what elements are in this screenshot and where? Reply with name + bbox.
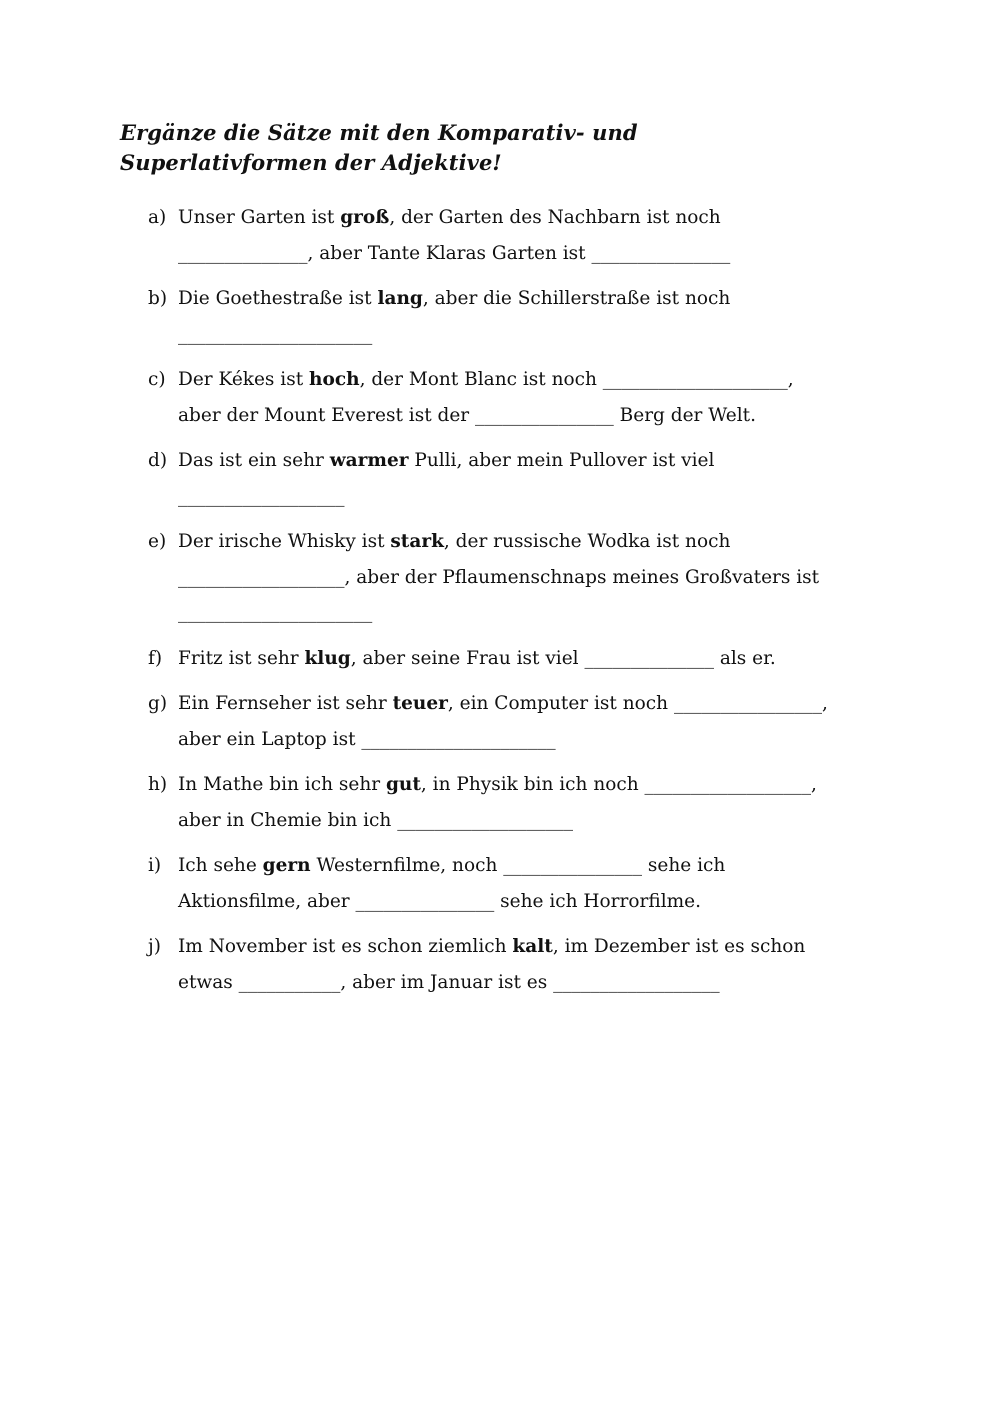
exercise-line: etwas ___________, aber im Januar ist es __________________: [178, 971, 720, 993]
exercise-line: _____________________: [178, 602, 373, 623]
exercise-line: Im November ist es schon ziemlich kalt, im Dezember ist es schon: [178, 936, 806, 957]
exercise-text: [178, 848, 888, 919]
exercise-line: Die Goethestraße ist lang, aber die Schillerstraße ist noch: [178, 288, 731, 309]
exercise-text: [178, 524, 888, 631]
adjective-keyword: lang: [377, 288, 423, 309]
adjective-keyword: gern: [262, 855, 311, 876]
title-line-1: Ergänze die Sätze mit den Komparativ- und: [120, 120, 638, 145]
exercise-line: In Mathe bin ich sehr gut, in Physik bin ich noch __________________,: [178, 774, 817, 795]
exercise-line: Fritz ist sehr klug, aber seine Frau ist viel ______________ als er.: [178, 648, 776, 669]
adjective-keyword: klug: [304, 648, 351, 669]
title-line-2: Superlativformen der Adjektive!: [120, 150, 502, 175]
exercise-text: [178, 443, 888, 514]
exercise-marker: c): [148, 369, 166, 390]
exercise-line: aber der Mount Everest ist der _______________ Berg der Welt.: [178, 404, 756, 426]
exercise-text: [178, 929, 888, 1000]
exercise-marker: b): [148, 288, 168, 309]
exercise-line: Ich sehe gern Westernfilme, noch _______________ sehe ich: [178, 855, 726, 876]
exercise-text: [178, 767, 888, 838]
exercise-text: [178, 686, 888, 757]
exercise-marker: g): [148, 693, 168, 714]
exercise-line: __________________: [178, 485, 345, 507]
adjective-keyword: warmer: [329, 450, 409, 471]
adjective-keyword: gut: [385, 774, 421, 795]
adjective-keyword: kalt: [512, 936, 553, 957]
adjective-keyword: stark: [390, 531, 444, 552]
exercise-marker: h): [148, 774, 168, 795]
exercise-line: _____________________: [178, 323, 373, 345]
exercise-line: Das ist ein sehr warmer Pulli, aber mein Pullover ist viel: [178, 450, 715, 471]
exercise-line: Ein Fernseher ist sehr teuer, ein Computer ist noch ________________,: [178, 693, 828, 714]
exercise-line: Unser Garten ist groß, der Garten des Nachbarn ist noch: [178, 207, 721, 228]
exercise-line: ______________, aber Tante Klaras Garten ist _______________: [178, 242, 731, 264]
exercise-text: [178, 200, 888, 271]
exercise-marker: d): [148, 450, 168, 471]
adjective-keyword: groß: [340, 207, 390, 228]
exercise-marker: a): [148, 207, 167, 228]
exercise-line: aber ein Laptop ist _____________________: [178, 728, 556, 750]
exercise-text: [178, 641, 888, 677]
exercise-marker: f): [148, 648, 163, 669]
exercise-line: Der Kékes ist hoch, der Mont Blanc ist noch ____________________,: [178, 369, 794, 390]
exercise-text: [178, 362, 888, 433]
worksheet-title: [120, 118, 880, 178]
exercise-text: [178, 281, 888, 352]
exercise-marker: j): [148, 936, 161, 957]
exercise-line: __________________, aber der Pflaumenschnaps meines Großvaters ist: [178, 566, 820, 588]
adjective-keyword: teuer: [392, 693, 448, 714]
exercise-marker: e): [148, 531, 167, 552]
adjective-keyword: hoch: [309, 369, 360, 390]
exercise-marker: i): [148, 855, 162, 876]
exercise-line: Der irische Whisky ist stark, der russische Wodka ist noch: [178, 531, 731, 552]
exercise-line: aber in Chemie bin ich ___________________: [178, 809, 573, 831]
exercise-line: Aktionsfilme, aber _______________ sehe ich Horrorfilme.: [178, 890, 701, 912]
